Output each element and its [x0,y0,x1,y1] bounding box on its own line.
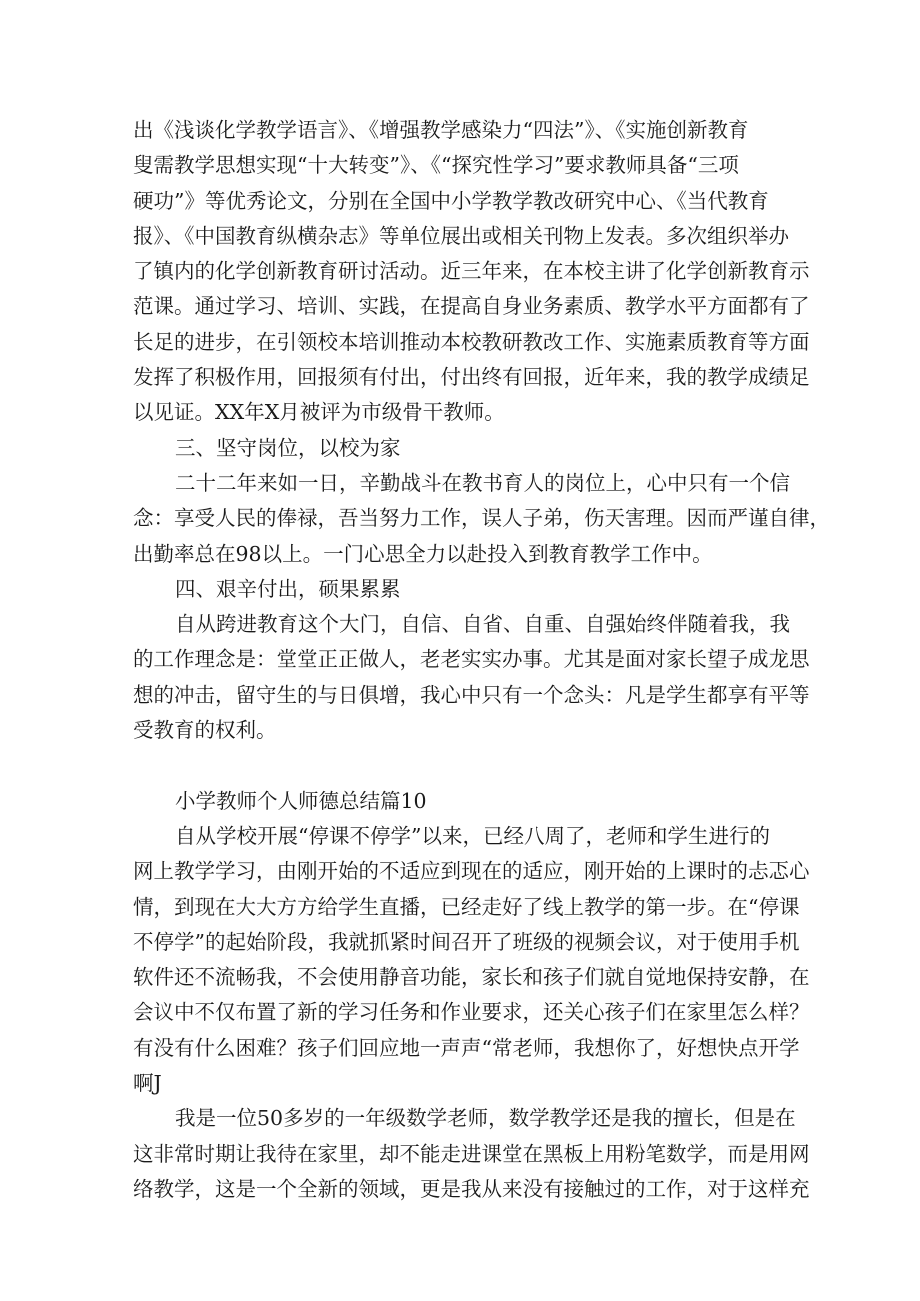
text-line: 报》、《中国教育纵横杂志》等单位展出或相关刊物上发表。多次组织举办 [133,223,789,248]
paragraph-dedication [133,466,830,572]
text-line: 发挥了积极作用，回报须有付出，付出终有回报，近年来，我的教学成绩足 [133,365,810,390]
text-line: 这非常时期让我待在家里，却不能走进课堂在黑板上用粉笔数学，而是用网 [133,1141,810,1166]
text-line: 念：享受人民的俸禄，吾当努力工作，误人子弟，伤天害理。因而严谨自律， [133,506,830,531]
text-line: 自从跨进教育这个大门，自信、自省、自重、自强始终伴随着我，我 [175,612,790,637]
text-line: 软件还不流畅我，不会使用静音功能，家长和孩子们就自觉地保持安静，在 [133,965,810,990]
section-heading-4: 四、艰辛付出，硕果累累 [175,576,401,601]
text-line: 有没有什么困难？孩子们回应地一声声“常老师，我想你了，好想快点开学 [133,1035,800,1060]
text-line: 络教学，这是一个全新的领域，更是我从来没有接触过的工作，对于这样充 [133,1176,810,1201]
text-line: 以见证。XX年X月被评为市级骨干教师。 [133,400,505,425]
text-line: 长足的进步，在引领校本培训推动本校教研教改工作、实施素质教育等方面 [133,329,810,354]
paragraph-achievements-continued [133,113,810,431]
text-line: 我是一位50多岁的一年级数学老师，数学教学还是我的擅长，但是在 [175,1106,796,1131]
paragraph-math-teacher [133,1101,810,1207]
text-line: 出勤率总在98以上。一门心思全力以赴投入到教育教学工作中。 [133,541,713,566]
article-title: 小学教师个人师德总结篇10 [175,788,427,813]
text-line: 不停学”的起始阶段，我就抓紧时间召开了班级的视频会议，对于使用手机 [133,929,800,954]
text-line: 想的冲击，留守生的与日俱增，我心中只有一个念头：凡是学生都享有平等 [133,682,810,707]
text-line: 自从学校开展“停课不停学”以来，已经八周了，老师和学生进行的 [175,823,770,848]
text-line: 硬功”》等优秀论文，分别在全国中小学教学教改研究中心、《当代教育 [133,188,769,213]
text-line: 二十二年来如一日，辛勤战斗在教书育人的岗位上，心中只有一个信 [175,470,790,495]
document-body [133,113,830,1207]
text-line: 了镇内的化学创新教育研讨活动。近三年来，在本校主讲了化学创新教育示 [133,259,810,284]
text-line: 情，到现在大大方方给学生直播，已经走好了线上教学的第一步。在“停课 [133,894,800,919]
text-line: 受教育的权利。 [133,718,277,743]
text-line: 范课。通过学习、培训、实践，在提高自身业务素质、教学水平方面都有了 [133,294,810,319]
text-line: 叟需教学思想实现“十大转变”》、《“探究性学习”要求教师具备“三项 [133,153,739,178]
section-heading-3: 三、坚守岗位，以校为家 [175,435,401,460]
text-line: 网上教学学习，由刚开始的不适应到现在的适应，刚开始的上课时的忐忑心 [133,859,810,884]
text-line: 会议中不仅布置了新的学习任务和作业要求，还关心孩子们在家里怎么样？ [133,1000,810,1025]
paragraph-hard-work [133,607,810,748]
text-line: 啊J [133,1071,162,1096]
text-line: 的工作理念是：堂堂正正做人，老老实实办事。尤其是面对家长望子成龙思 [133,647,810,672]
paragraph-online-teaching [133,819,810,1101]
text-line: 出《浅谈化学教学语言》、《增强教学感染力“四法”》、《实施创新教育 [133,118,749,142]
blank-line [133,748,793,783]
